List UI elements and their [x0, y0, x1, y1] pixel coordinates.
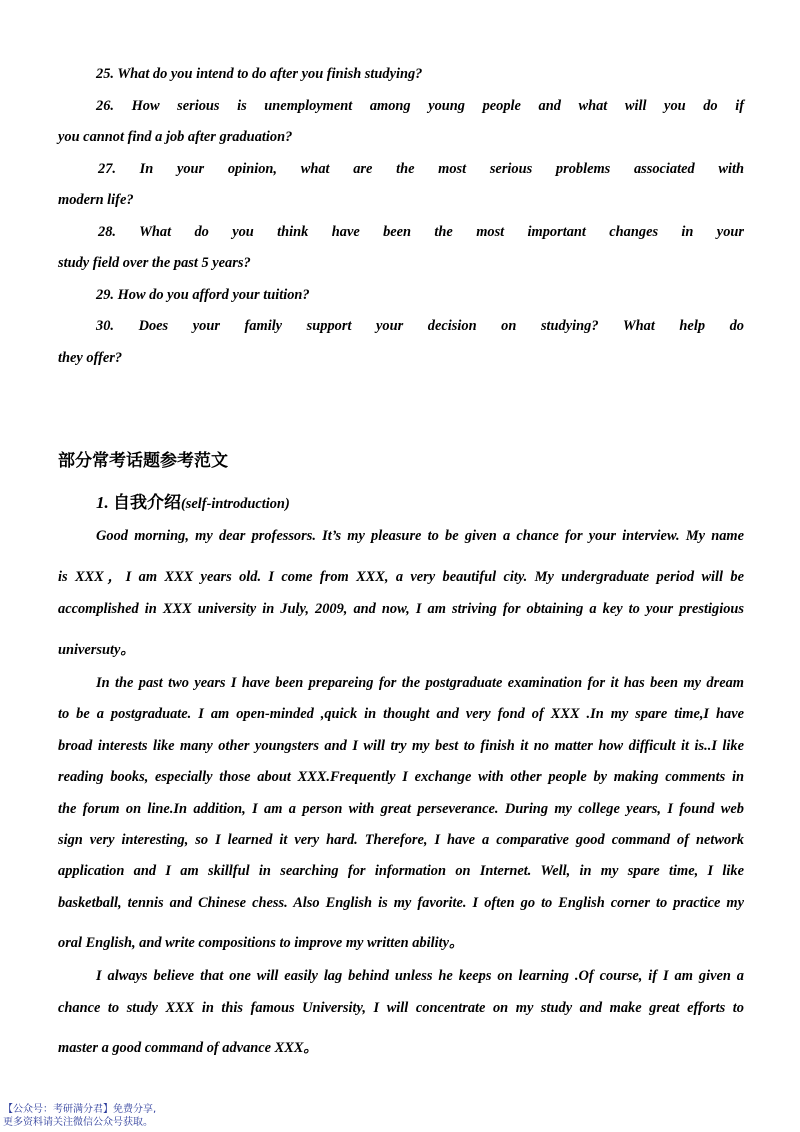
essay-line: chance to study XXX in this famous University, I will concentrate on my study and make great efforts to	[58, 1000, 744, 1016]
essay-line: application and I am skillful in searching for information on Internet. Well, in my spare time, I like	[58, 863, 744, 879]
question-29-line-1: 29. How do you afford your tuition?	[96, 287, 310, 303]
essay-line: is XXX，I am XXX years old. I come from XXX, a very beautiful city. My undergraduate period will be	[58, 569, 744, 585]
essay-line: accomplished in XXX university in July, 2009, and now, I am striving for obtaining a key to your prestigious	[58, 601, 744, 617]
essay-line: oral English, and write compositions to improve my written ability。	[58, 935, 464, 951]
question-27-line-2: modern life?	[58, 192, 134, 208]
item-title-cn: 自我介绍	[113, 493, 181, 513]
question-26-line-2: you cannot find a job after graduation?	[58, 129, 293, 145]
essay-line: sign very interesting, so I learned it very hard. Therefore, I have a comparative good command of network	[58, 832, 744, 848]
question-30-line-1: 30. Does your family support your decision on studying? What help do	[96, 318, 744, 334]
item-title-en: (self-introduction)	[181, 496, 290, 512]
essay-line: broad interests like many other youngsters and I will try my best to finish it no matter how difficult it is..I like	[58, 738, 744, 754]
question-30-line-2: they offer?	[58, 350, 123, 366]
essay-line: I always believe that one will easily lag behind unless he keeps on learning .Of course, if I am given a	[96, 968, 744, 984]
question-27-line-1: 27. In your opinion, what are the most serious problems associated with	[98, 161, 744, 177]
essay-line: reading books, especially those about XXX.Frequently I exchange with other people by making comments in	[58, 769, 744, 785]
question-28-line-1: 28. What do you think have been the most important changes in your	[98, 224, 744, 240]
section-heading: 部分常考话题参考范文	[58, 451, 228, 471]
essay-line: master a good command of advance XXX。	[58, 1040, 318, 1056]
essay-line: basketball, tennis and Chinese chess. Also English is my favorite. I often go to English corner to practice my	[58, 895, 744, 911]
essay-line: to be a postgraduate. I am open-minded ,quick in thought and very fond of XXX .In my spare time,I have	[58, 706, 744, 722]
footer-line-1: 【公众号：考研满分君】免费分享,	[3, 1104, 157, 1115]
item-number: 1.	[96, 493, 109, 512]
question-28-line-2: study field over the past 5 years?	[58, 255, 251, 271]
footer-line-2: 更多资料请关注微信公众号获取。	[3, 1117, 153, 1128]
question-25-line-1: 25. What do you intend to do after you finish studying?	[96, 66, 423, 82]
essay-line: Good morning, my dear professors. It’s my pleasure to be given a chance for your interview. My name	[96, 528, 744, 544]
question-26-line-1: 26. How serious is unemployment among young people and what will you do if	[96, 98, 744, 114]
essay-line: In the past two years I have been prepareing for the postgraduate examination for it has been my dream	[96, 675, 744, 691]
item-heading	[96, 488, 290, 513]
essay-line: universuty。	[58, 642, 135, 658]
essay-line: the forum on line.In addition, I am a person with great perseverance. During my college years, I found web	[58, 801, 744, 817]
footer-note	[3, 1103, 156, 1129]
